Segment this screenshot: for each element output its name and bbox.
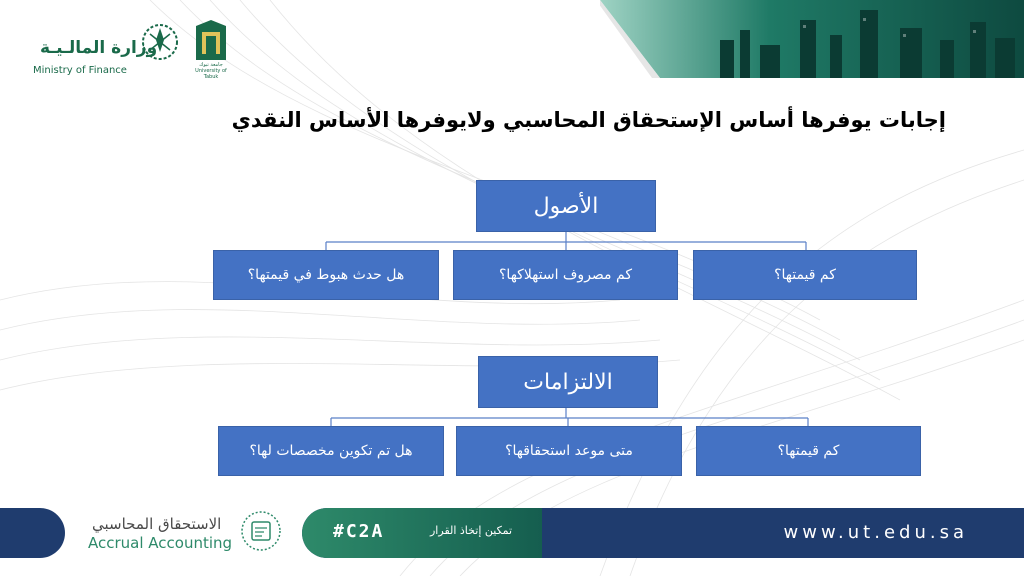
footer-left-bar (0, 508, 65, 558)
accrual-accounting-logo-icon (240, 510, 282, 552)
footer-hashtag: #C2A (333, 521, 385, 542)
assets-question-label: كم قيمتها؟ (774, 267, 836, 283)
ministry-name-arabic: وزارة المالـيـة (40, 38, 158, 58)
footer-decision-text: تمكين إتخاذ القرار (430, 524, 513, 537)
liabilities-heading-label: الالتزامات (523, 369, 613, 395)
assets-question-depreciation-box (453, 250, 678, 300)
assets-question-label: هل حدث هبوط في قيمتها؟ (247, 267, 405, 283)
footer-website-url[interactable]: www.ut.edu.sa (783, 522, 968, 543)
liabilities-question-label: كم قيمتها؟ (777, 443, 840, 459)
liabilities-question-label: هل تم تكوين مخصصات لها؟ (249, 443, 413, 459)
ministry-name-english: Ministry of Finance (33, 65, 127, 76)
slide-title: إجابات يوفرها أساس الإستحقاق المحاسبي ولايوفرها الأساس النقدي (231, 108, 946, 132)
accrual-brand-english: Accrual Accounting (88, 534, 233, 552)
assets-question-label: كم مصروف استهلاكها؟ (499, 267, 632, 283)
liabilities-question-value-box (696, 426, 921, 476)
liabilities-question-label: متى موعد استحقاقها؟ (505, 443, 633, 459)
university-caption: جامعة تبوك University of Tabuk (195, 62, 227, 80)
liabilities-question-due-date-box (456, 426, 682, 476)
assets-question-value-box (693, 250, 917, 300)
liabilities-heading-box (478, 356, 658, 408)
liabilities-question-provisions-box (218, 426, 444, 476)
assets-heading-box (476, 180, 656, 232)
accrual-brand-arabic: الاستحقاق المحاسبي (92, 515, 222, 533)
assets-heading-label: الأصول (533, 193, 599, 219)
assets-question-impairment-box (213, 250, 439, 300)
